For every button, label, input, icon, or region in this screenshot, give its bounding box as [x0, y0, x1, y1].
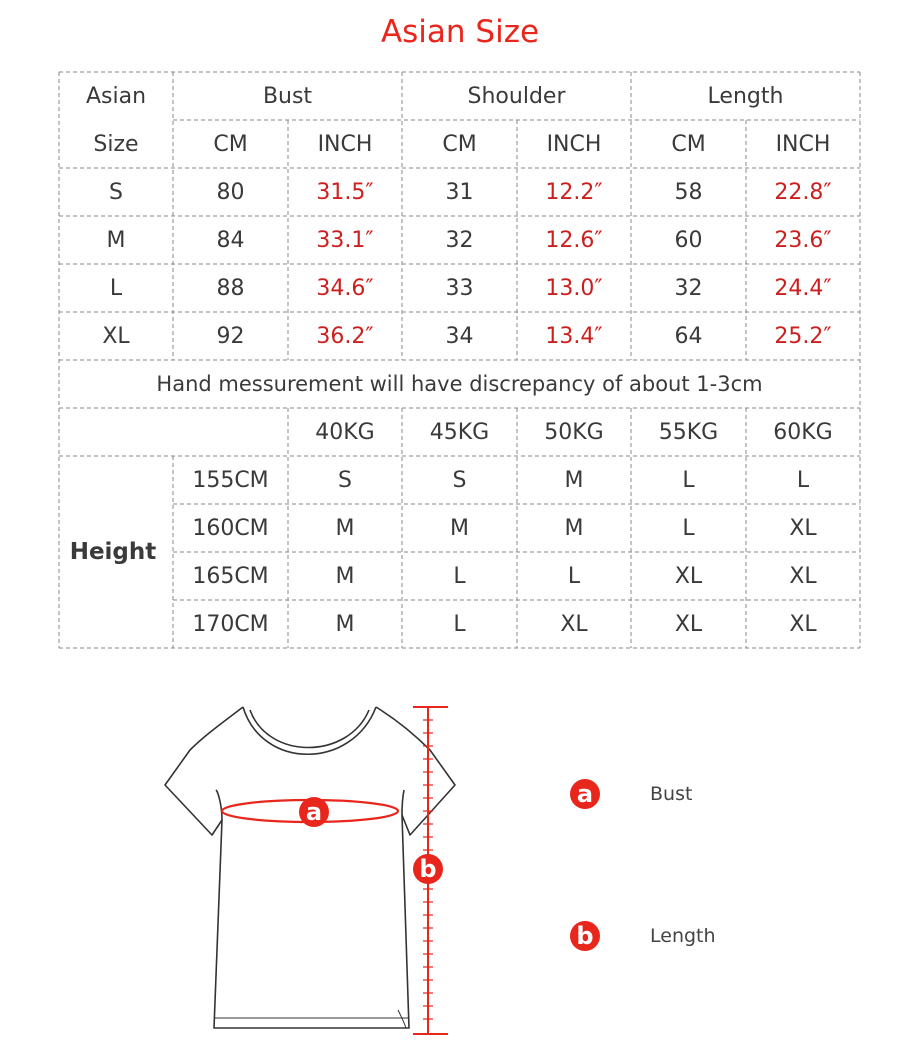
fit-size-cell: M	[564, 467, 584, 493]
bust-cm-cell: 84	[216, 227, 245, 253]
length-inch-cell: 23.6″	[774, 227, 832, 253]
height-cell: 155CM	[192, 467, 269, 493]
shoulder-inch-cell: 13.4″	[545, 323, 603, 349]
length-inch-cell: 25.2″	[774, 323, 832, 349]
bust-inch-cell: 36.2″	[316, 323, 374, 349]
unit-header: INCH	[546, 131, 602, 157]
fit-size-cell: XL	[674, 563, 703, 589]
fit-size-cell: XL	[789, 563, 817, 589]
fit-size-cell: XL	[789, 515, 817, 541]
bust-inch-cell: 34.6″	[316, 275, 374, 301]
shoulder-header: Shoulder	[467, 83, 566, 109]
shoulder-inch-cell: 13.0″	[545, 275, 603, 301]
size-header-line2: Size	[93, 131, 139, 157]
shoulder-cm-cell: 32	[445, 227, 474, 253]
length-cm-cell: 58	[674, 179, 703, 205]
fit-size-cell: M	[564, 515, 584, 541]
bust-inch-cell: 31.5″	[316, 179, 374, 205]
bust-header: Bust	[262, 83, 313, 109]
shoulder-cm-cell: 31	[445, 179, 474, 205]
tshirt-outline	[165, 707, 455, 1028]
fit-size-cell: L	[453, 563, 466, 589]
length-inch-cell: 24.4″	[774, 275, 832, 301]
fit-size-cell: S	[338, 467, 352, 493]
unit-header: CM	[671, 131, 706, 157]
fit-size-cell: M	[335, 515, 355, 541]
fit-size-cell: XL	[560, 611, 588, 637]
fit-size-cell: L	[567, 563, 581, 589]
fit-size-cell: M	[450, 515, 469, 541]
legend-bust-badge: a	[570, 779, 600, 809]
legend-bust-label: Bust	[650, 783, 693, 805]
fit-size-cell: M	[335, 563, 355, 589]
bust-inch-cell: 33.1″	[316, 227, 374, 253]
measurement-note: Hand messurement will have discrepancy of about 1-3cm	[156, 372, 763, 396]
length-header: Length	[707, 83, 784, 109]
weight-header: 60KG	[773, 419, 833, 445]
unit-header: INCH	[317, 131, 373, 157]
legend-length-label: Length	[650, 925, 716, 947]
weight-header: 45KG	[429, 419, 490, 445]
height-cell: 160CM	[192, 515, 269, 541]
shoulder-cm-cell: 33	[445, 275, 474, 301]
fit-size-cell: L	[453, 611, 466, 637]
size-cell: S	[109, 179, 123, 205]
weight-header: 55KG	[658, 419, 719, 445]
length-inch-cell: 22.8″	[774, 179, 832, 205]
shoulder-cm-cell: 34	[445, 323, 474, 349]
size-header-line1: Asian	[85, 83, 147, 109]
height-cell: 170CM	[192, 611, 269, 637]
unit-header: CM	[213, 131, 248, 157]
size-cell: L	[109, 275, 123, 301]
length-cm-cell: 60	[674, 227, 703, 253]
bust-cm-cell: 88	[216, 275, 245, 301]
fit-size-cell: M	[335, 611, 355, 637]
fit-size-cell: XL	[674, 611, 703, 637]
shoulder-inch-cell: 12.6″	[545, 227, 603, 253]
height-cell: 165CM	[192, 563, 269, 589]
bust-cm-cell: 92	[216, 323, 245, 349]
length-cm-cell: 64	[674, 323, 703, 349]
shoulder-inch-cell: 12.2″	[545, 179, 603, 205]
bust-cm-cell: 80	[216, 179, 245, 205]
weight-header: 50KG	[544, 419, 604, 445]
legend-length-badge: b	[570, 921, 600, 951]
page-title: Asian Size	[380, 14, 540, 50]
length-marker: b	[413, 854, 443, 884]
height-label: Height	[69, 539, 157, 565]
fit-size-cell: L	[796, 467, 810, 493]
weight-header: 40KG	[315, 419, 375, 445]
unit-header: INCH	[775, 131, 831, 157]
fit-size-cell: S	[452, 467, 467, 493]
size-cell: XL	[102, 323, 130, 349]
unit-header: CM	[442, 131, 477, 157]
bust-marker: a	[299, 797, 329, 827]
fit-size-cell: L	[682, 515, 695, 541]
fit-size-cell: XL	[789, 611, 817, 637]
length-cm-cell: 32	[674, 275, 703, 301]
fit-size-cell: L	[682, 467, 695, 493]
size-cell: M	[106, 227, 126, 253]
